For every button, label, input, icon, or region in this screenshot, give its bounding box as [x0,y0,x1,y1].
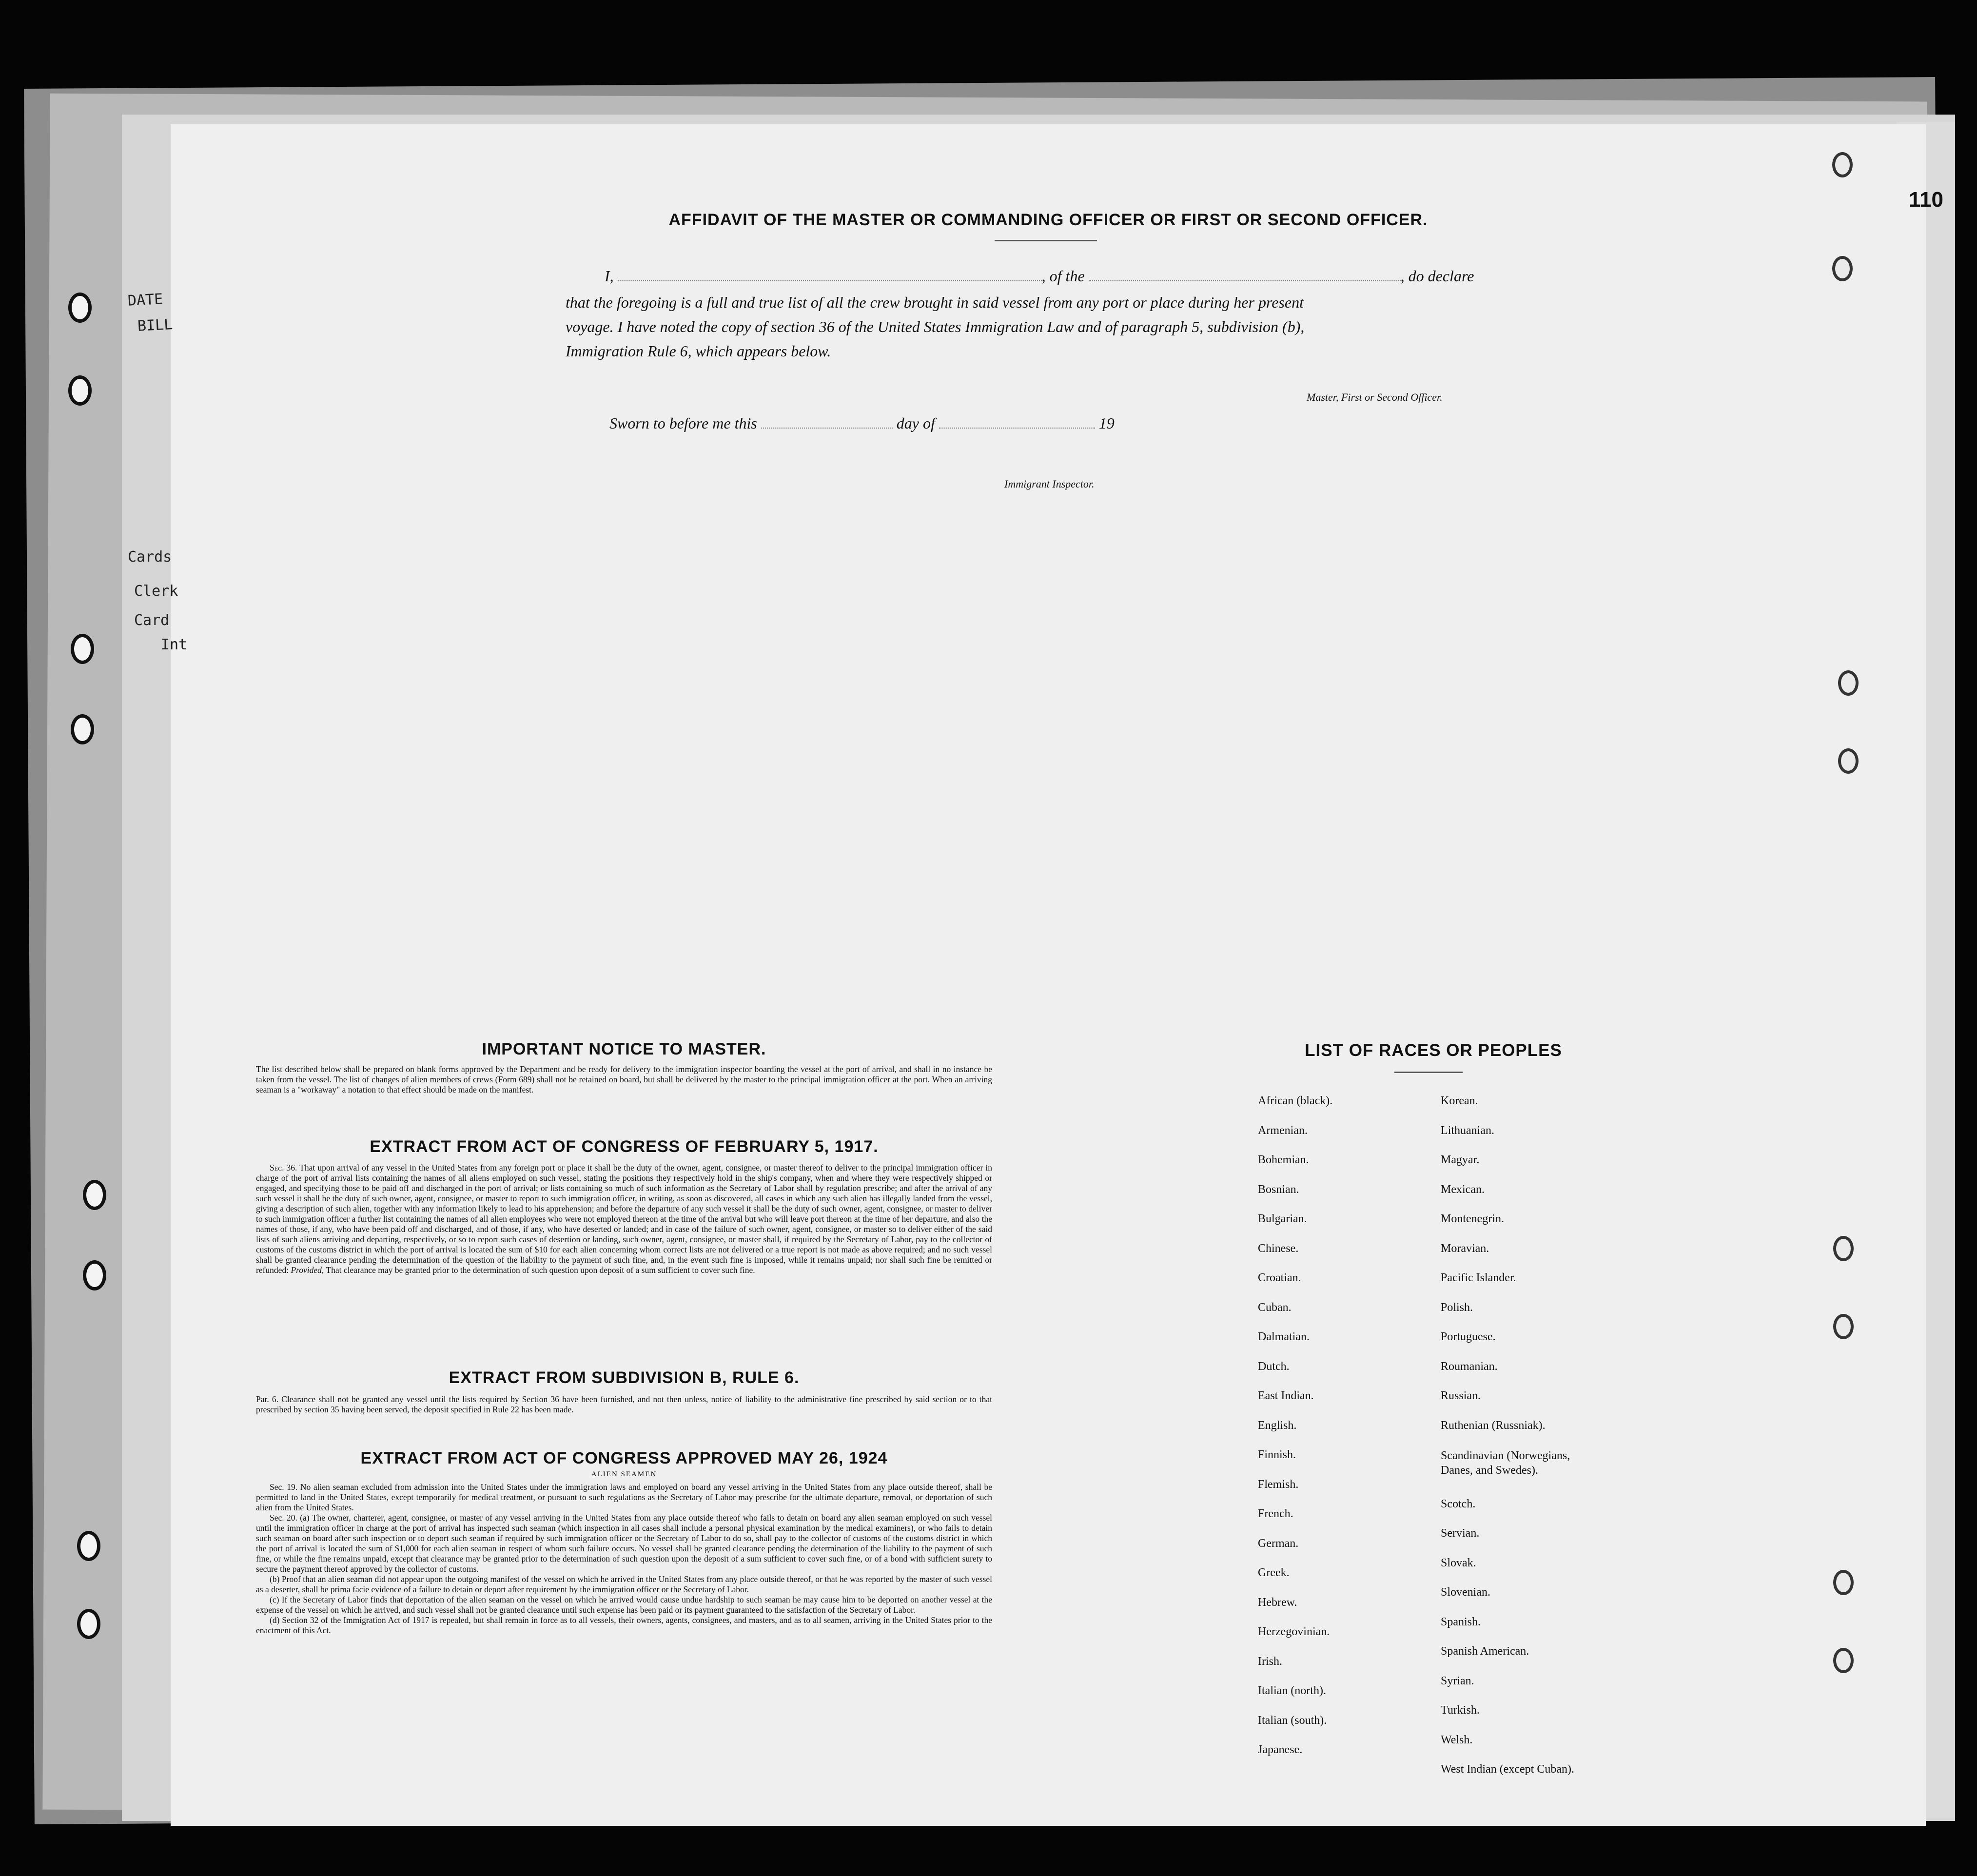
race-entry: Slovenian. [1441,1586,1490,1599]
heading-rule [995,240,1097,241]
punch-hole [1838,670,1859,696]
vessel-name-field[interactable] [1089,280,1401,281]
race-entry: Polish. [1441,1301,1473,1314]
sheet-number: 110 [1909,188,1943,212]
stub-label: BILL [137,316,174,335]
punch-hole [77,1531,100,1561]
race-entry: Dalmatian. [1258,1330,1310,1343]
extract-1917-heading: EXTRACT FROM ACT OF CONGRESS OF FEBRUARY 5, 1917. [370,1137,879,1156]
race-entry: Greek. [1258,1566,1290,1579]
paragraph: (b) Proof that an alien seaman did not appear upon the outgoing manifest of the vessel on which he arrived in the United States from any place outside thereof, or that he was reported by the master of such vessel as a deserter, shall be prima facie evidence of a failure to detain or deport after requirement by the immigration officer or the Secretary of Labor. [256,1574,992,1594]
race-entry: Portuguese. [1441,1330,1496,1343]
proviso-text: That clearance may be granted prior to the determination of such question upon deposit of a sum sufficient to cover such fine. [326,1265,755,1275]
punch-hole [1833,1314,1854,1339]
punch-hole [83,1260,106,1290]
race-entry: English. [1258,1419,1297,1432]
races-heading: LIST OF RACES OR PEOPLES [1305,1041,1562,1060]
race-entry: Italian (south). [1258,1714,1327,1727]
race-entry: Pacific Islander. [1441,1271,1516,1284]
race-entry: West Indian (except Cuban). [1441,1763,1574,1776]
declare-label: , do declare [1400,267,1474,285]
punch-hole [1833,1570,1854,1595]
race-entry: Scotch. [1441,1497,1476,1510]
race-entry: Turkish. [1441,1704,1480,1717]
declarant-name-field[interactable] [618,280,1042,281]
race-entry: Armenian. [1258,1124,1308,1137]
race-entry: Welsh. [1441,1733,1473,1746]
race-entry: Slovak. [1441,1556,1476,1569]
punch-hole [1833,1236,1854,1261]
proviso-label: Provided, [291,1265,324,1275]
stub-label: Card [134,612,170,629]
of-the-label: , of the [1041,267,1085,285]
extract-1917-text [256,1163,992,1275]
sworn-month-field[interactable] [939,428,1095,429]
paragraph: Sec. 20. (a) The owner, charterer, agent, consignee, or master of any vessel arriving in the United States from any place outside thereof who fails to detain on board any alien seaman employed on such vessel until the immigration officer in charge at the port of arrival has inspected such seaman (which inspection in all cases shall include a personal physical examination by the medical examiners), or who fails to detain such seaman on board after such inspection or to deport such seaman if required by such immigration officer or the Secretary of Labor to do so, shall pay to the collector of customs of the customs district in which the port of arrival is located the sum of $1,000 for each alien seaman in respect of whom such failure occurs. No vessel shall be granted clearance pending the determination of the liability to the payment of such fine, or while the fine remains unpaid, except that clearance may be granted prior to the determination of such question upon the deposit of a sum sufficient to cover such fine, or of a bond with sufficient surety to secure the payment thereof approved by the collector of customs. [256,1513,992,1574]
race-entry: Magyar. [1441,1153,1480,1166]
race-entry: Dutch. [1258,1360,1290,1373]
race-entry: Bohemian. [1258,1153,1309,1166]
extract-1924-heading: EXTRACT FROM ACT OF CONGRESS APPROVED MAY 26, 1924 [360,1449,888,1467]
affidavit-line3: voyage. I have noted the copy of section 36 of the United States Immigration Law and of paragraph 5, subdivision (b), [566,318,1305,335]
punch-hole [71,634,94,664]
race-entry: Spanish American. [1441,1645,1529,1658]
sworn-label: Sworn to before me this [609,414,757,432]
race-entry: Montenegrin. [1441,1212,1504,1225]
race-entry: Servian. [1441,1527,1480,1540]
race-entry: Bulgarian. [1258,1212,1307,1225]
race-entry: Mexican. [1441,1183,1485,1196]
race-entry: Scandinavian (Norwegians, Danes, and Swedes). [1441,1449,1570,1477]
affidavit-heading: AFFIDAVIT OF THE MASTER OR COMMANDING OFFICER OR FIRST OR SECOND OFFICER. [668,211,1428,229]
race-entry: Finnish. [1258,1448,1296,1461]
stub-label: DATE [127,291,164,310]
punch-hole [71,714,94,744]
section-label: Sec. 36. [270,1163,297,1172]
race-entry: Chinese. [1258,1242,1299,1255]
race-entry: Croatian. [1258,1271,1301,1284]
stub-label: Int [161,636,188,653]
race-entry: Herzegovinian. [1258,1625,1330,1638]
punch-hole [1838,748,1859,774]
inspector-caption: Immigrant Inspector. [1004,478,1095,490]
section-text: That upon arrival of any vessel in the United States from any foreign port or place it shall be the duty of the owner, agent, consignee, or master thereof to deliver to the principal immigration officer in charge of the port of arrival lists containing the names of all aliens employed on such vessel, stating the positions they respectively hold in the ship's company, when and where they were respectively shipped or engaged, and specifying those to be paid off and discharged in the port of arrival; or lists containing so much of such information as the Secretary of Labor shall by regulation prescribe; and after the arrival of any such vessel it shall be the duty of such owner, agent, consignee, or master to report to such immigration officer, in writing, as soon as discovered, all cases in which any such alien has illegally landed from the vessel, giving a description of such alien, together with any information likely to lead to his apprehension; and before the departure of any such vessel it shall be the duty of such owner, agent, consignee, or master to deliver to such immigration officer a further list containing the names of all alien employees who were not employed thereon at the time of the arrival but who will leave port thereon at the time of her departure, and also the names of those, if any, who have been paid off and discharged, and of those, if any, who have deserted or landed; and in case of the failure of such owner, agent, consignee, or master so to deliver either of the said lists of such aliens arriving and departing, respectively, or so to report such cases of desertion or landing, such owner, agent, consignee, or master shall, if required by the Secretary of Labor, pay to the collector of customs of the customs district in which the port of arrival is located the sum of $10 for each alien concerning whom correct lists are not delivered or a true report is not made as above required; and no such vessel shall be granted clearance pending the determination of the question of the liability to the payment of such fine, and, in the event such fine is imposed, while it remains unpaid; nor shall such fine be remitted or refunded: [256,1163,992,1275]
race-entry: Ruthenian (Russniak). [1441,1419,1546,1432]
race-entry: Cuban. [1258,1301,1292,1314]
extract-rule6-heading: EXTRACT FROM SUBDIVISION B, RULE 6. [449,1368,800,1387]
race-entry: German. [1258,1537,1299,1550]
race-entry: Syrian. [1441,1674,1474,1687]
race-entry: Hebrew. [1258,1596,1297,1609]
extract-1924-text [256,1482,992,1636]
races-rule [1394,1072,1463,1073]
race-entry: Japanese. [1258,1743,1303,1756]
stub-label: Clerk [134,583,178,600]
race-entry: Italian (north). [1258,1684,1326,1697]
affidavit-line4: Immigration Rule 6, which appears below. [566,342,831,360]
punch-hole [77,1609,100,1639]
affidavit-line2: that the foregoing is a full and true list of all the crew brought in said vessel from any port or place during her present [566,293,1304,311]
punch-hole [68,375,92,406]
officer-signature-caption: Master, First or Second Officer. [1307,391,1443,403]
notice-text: The list described below shall be prepared on blank forms approved by the Department and be ready for delivery to the immigration inspector boarding the vessel at the port of arrival, and shall in no instance be taken from the vessel. The list of changes of alien members of crews (Form 689) shall not be retained on board, but shall be delivered by the master to the principal immigration officer at the port. When an arriving seaman is a "workaway" a notation to that effect should be made on the manifest. [256,1064,992,1094]
race-entry: Spanish. [1441,1615,1481,1628]
race-entry: French. [1258,1507,1293,1520]
sworn-line [609,414,1115,432]
paragraph: (c) If the Secretary of Labor finds that deportation of the alien seaman on the vessel on which he arrived would cause undue hardship to such seaman he may cause him to be deported on another vessel at the expense of the vessel on which he arrived, and such vessel shall not be granted clearance until such expense has been paid or its payment guaranteed to the satisfaction of the Secretary of Labor. [256,1595,992,1615]
extract-1924-subheading: ALIEN SEAMEN [591,1470,657,1478]
race-entry: Korean. [1441,1094,1478,1107]
race-entry: Flemish. [1258,1478,1299,1491]
race-entry: Russian. [1441,1389,1481,1402]
race-entry: Lithuanian. [1441,1124,1494,1137]
race-entry: Roumanian. [1441,1360,1498,1373]
stub-label: Cards [128,548,172,566]
affidavit-line1 [575,267,1550,285]
punch-hole [1832,152,1853,177]
year-prefix: 19 [1098,414,1115,432]
race-entry: Moravian. [1441,1242,1489,1255]
punch-hole [83,1180,106,1210]
extract-rule6-text: Par. 6. Clearance shall not be granted any vessel until the lists required by Section 36 have been furnished, and not then unless, notice of liability to the administrative fine prescribed by said section or to that prescribed by section 35 having been served, the deposit specified in Rule 22 has been made. [256,1394,992,1414]
notice-heading: IMPORTANT NOTICE TO MASTER. [482,1040,766,1058]
day-of-label: day of [896,414,935,432]
race-entry: East Indian. [1258,1389,1314,1402]
punch-hole [68,293,92,323]
paragraph: (d) Section 32 of the Immigration Act of 1917 is repealed, but shall remain in force as to all vessels, their owners, agents, consignees, and masters, and as to all seamen, arriving in the United States prior to the enactment of this Act. [256,1615,992,1635]
punch-hole [1833,1648,1854,1673]
declarant-prefix: I, [605,267,614,285]
punch-hole [1832,256,1853,281]
race-entry: Bosnian. [1258,1183,1299,1196]
race-entry: Irish. [1258,1655,1282,1668]
paragraph: Sec. 19. No alien seaman excluded from admission into the United States under the immigration laws and employed on board any vessel arriving in the United States from any place outside thereof, shall be permitted to land in the United States, except temporarily for medical treatment, or pursuant to such regulations as the Secretary of Labor may prescribe for the ultimate departure, removal, or deportation of such alien from the United States. [256,1482,992,1512]
sworn-date-field[interactable] [761,428,893,429]
race-entry: African (black). [1258,1094,1333,1107]
